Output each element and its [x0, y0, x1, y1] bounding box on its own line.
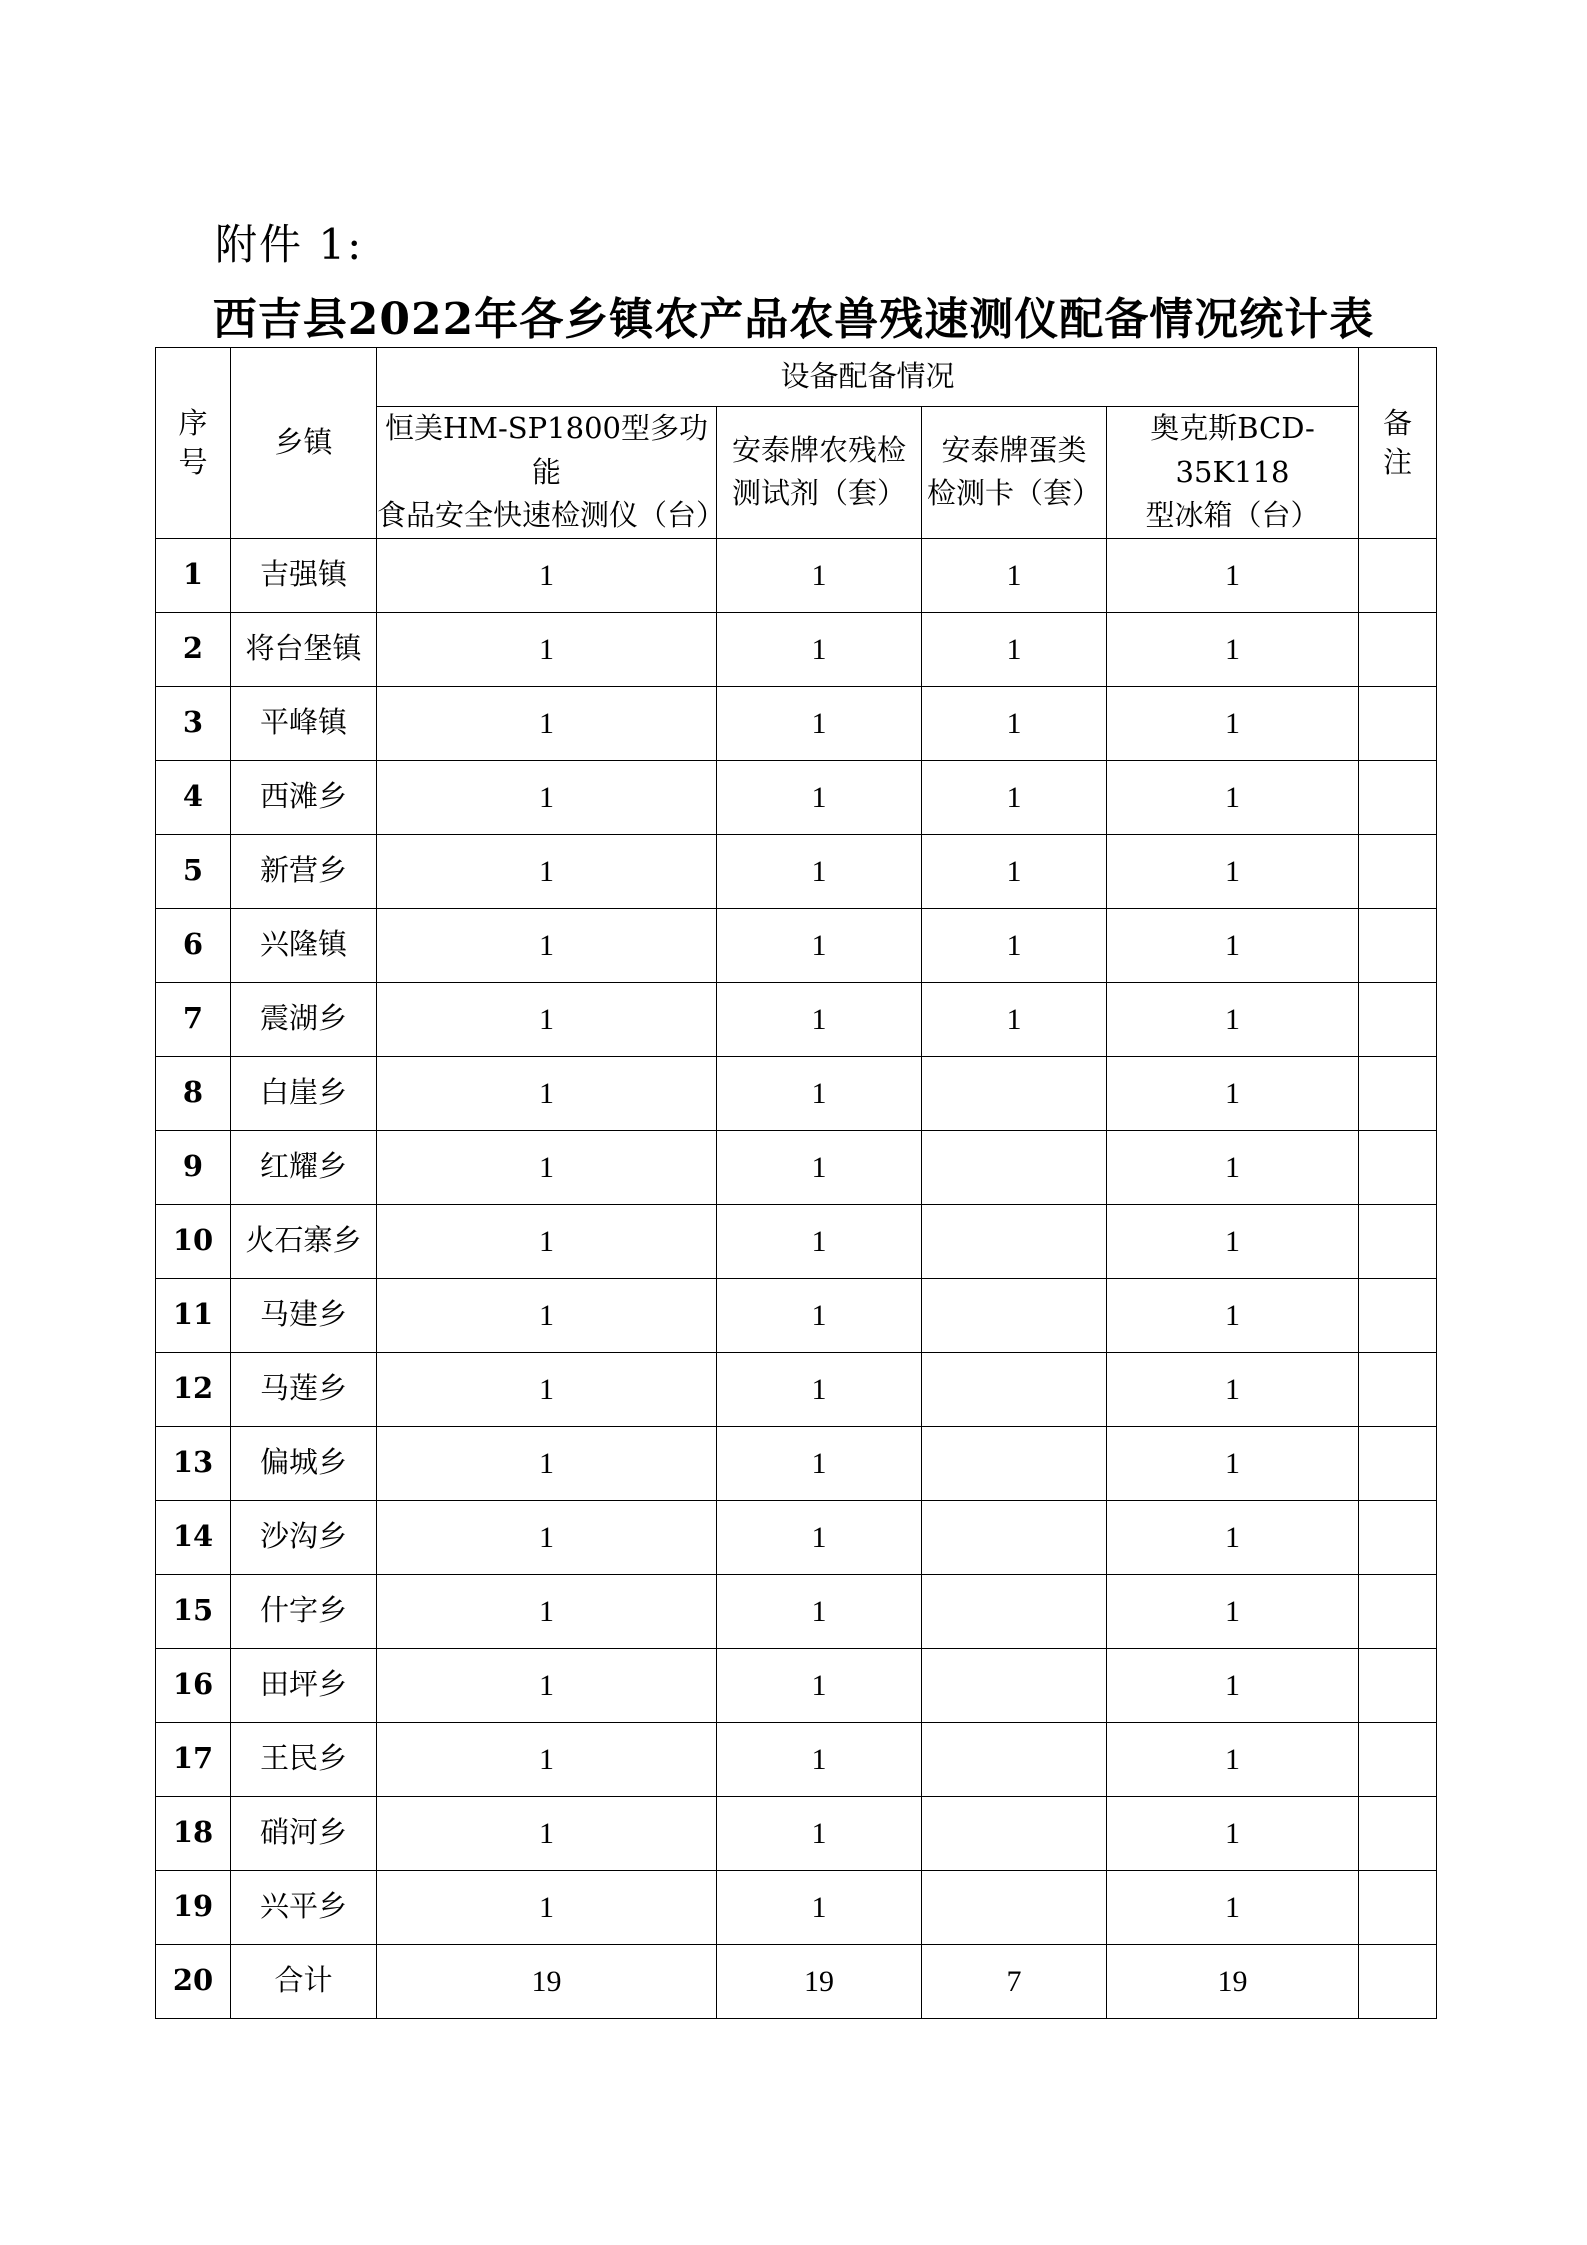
- header-col-fridge-line1: 奥克斯BCD-35K118: [1150, 411, 1315, 489]
- township-name: 偏城乡: [231, 1426, 377, 1500]
- row-number: 7: [156, 982, 231, 1056]
- fridge-count: 1: [1107, 1500, 1359, 1574]
- township-name: 新营乡: [231, 834, 377, 908]
- row-number: 18: [156, 1796, 231, 1870]
- header-col-reagent-line1: 安泰牌农残检: [731, 432, 906, 467]
- detector-count: 1: [377, 1796, 717, 1870]
- header-col-detector-line1: 恒美HM-SP1800型多功能: [385, 411, 708, 489]
- egg-card-count: [922, 1574, 1107, 1648]
- remark-cell: [1359, 908, 1437, 982]
- row-number: 12: [156, 1352, 231, 1426]
- detector-count: 1: [377, 1426, 717, 1500]
- header-township: 乡镇: [231, 348, 377, 539]
- egg-card-count: [922, 1426, 1107, 1500]
- reagent-count: 1: [717, 1722, 922, 1796]
- reagent-count: 1: [717, 686, 922, 760]
- remark-cell: [1359, 1426, 1437, 1500]
- header-col-detector: [377, 407, 726, 539]
- township-name: 西滩乡: [231, 760, 377, 834]
- header-remarks: [1359, 348, 1437, 539]
- detector-count: 1: [377, 1500, 717, 1574]
- egg-card-count: 1: [922, 982, 1107, 1056]
- township-name: 震湖乡: [231, 982, 377, 1056]
- detector-count: 1: [377, 1278, 717, 1352]
- header-col-egg-card-line2: 检测卡（套）: [926, 476, 1101, 511]
- header-no: [156, 348, 231, 539]
- detector-count: 1: [377, 1352, 717, 1426]
- table-row: [156, 1500, 1437, 1574]
- header-col-reagent: [717, 407, 922, 539]
- equipment-table: [155, 347, 1437, 2019]
- row-number: 11: [156, 1278, 231, 1352]
- egg-card-count: 1: [922, 908, 1107, 982]
- row-number: 8: [156, 1056, 231, 1130]
- table-row: [156, 1722, 1437, 1796]
- reagent-count: 1: [717, 1426, 922, 1500]
- row-number: 5: [156, 834, 231, 908]
- detector-count: 1: [377, 612, 717, 686]
- reagent-count: 1: [717, 760, 922, 834]
- township-name: 兴隆镇: [231, 908, 377, 982]
- fridge-count: 1: [1107, 1870, 1359, 1944]
- header-col-fridge-line2: 型冰箱（台）: [1145, 498, 1320, 532]
- detector-count: 1: [377, 1204, 717, 1278]
- detector-count: 1: [377, 982, 717, 1056]
- row-number: 20: [156, 1944, 231, 2018]
- egg-card-count: 1: [922, 760, 1107, 834]
- remark-cell: [1359, 612, 1437, 686]
- table-row: [156, 538, 1437, 612]
- fridge-count: 1: [1107, 538, 1359, 612]
- detector-count: 1: [377, 1870, 717, 1944]
- row-number: 3: [156, 686, 231, 760]
- detector-count: 1: [377, 1648, 717, 1722]
- reagent-count: 19: [717, 1944, 922, 2018]
- egg-card-count: 7: [922, 1944, 1107, 2018]
- row-number: 13: [156, 1426, 231, 1500]
- fridge-count: 1: [1107, 1796, 1359, 1870]
- egg-card-count: [922, 1796, 1107, 1870]
- egg-card-count: 1: [922, 612, 1107, 686]
- table-row: [156, 1130, 1437, 1204]
- detector-count: 1: [377, 1056, 717, 1130]
- township-name: 田坪乡: [231, 1648, 377, 1722]
- table-row: [156, 686, 1437, 760]
- egg-card-count: [922, 1130, 1107, 1204]
- header-col-egg-card: [922, 407, 1107, 539]
- table-row: [156, 1648, 1437, 1722]
- header-col-egg-card-line1: 安泰牌蛋类: [941, 432, 1087, 467]
- egg-card-count: [922, 1500, 1107, 1574]
- header-col-reagent-line2: 测试剂（套）: [731, 476, 906, 511]
- table-row: [156, 760, 1437, 834]
- table-row: [156, 1426, 1437, 1500]
- township-name: 吉强镇: [231, 538, 377, 612]
- township-name: 白崖乡: [231, 1056, 377, 1130]
- reagent-count: 1: [717, 834, 922, 908]
- fridge-count: 1: [1107, 1722, 1359, 1796]
- header-col-fridge: [1107, 407, 1359, 539]
- fridge-count: 1: [1107, 1056, 1359, 1130]
- fridge-count: 1: [1107, 834, 1359, 908]
- township-name: 王民乡: [231, 1722, 377, 1796]
- fridge-count: 1: [1107, 1426, 1359, 1500]
- row-number: 6: [156, 908, 231, 982]
- header-row-1: [156, 348, 1437, 407]
- remark-cell: [1359, 1130, 1437, 1204]
- township-name: 将台堡镇: [231, 612, 377, 686]
- row-number: 15: [156, 1574, 231, 1648]
- township-name: 火石寨乡: [231, 1204, 377, 1278]
- egg-card-count: 1: [922, 834, 1107, 908]
- detector-count: 1: [377, 834, 717, 908]
- table-row: [156, 1574, 1437, 1648]
- detector-count: 1: [377, 1574, 717, 1648]
- table-row: [156, 1278, 1437, 1352]
- remark-cell: [1359, 1648, 1437, 1722]
- remark-cell: [1359, 686, 1437, 760]
- township-name: 兴平乡: [231, 1870, 377, 1944]
- reagent-count: 1: [717, 1204, 922, 1278]
- township-name: 什字乡: [231, 1574, 377, 1648]
- fridge-count: 1: [1107, 1574, 1359, 1648]
- fridge-count: 1: [1107, 1130, 1359, 1204]
- remark-cell: [1359, 834, 1437, 908]
- row-number: 16: [156, 1648, 231, 1722]
- egg-card-count: [922, 1204, 1107, 1278]
- township-name: 合计: [231, 1944, 377, 2018]
- remark-cell: [1359, 1574, 1437, 1648]
- remark-cell: [1359, 1278, 1437, 1352]
- township-name: 红耀乡: [231, 1130, 377, 1204]
- detector-count: 1: [377, 1722, 717, 1796]
- egg-card-count: 1: [922, 538, 1107, 612]
- row-number: 1: [156, 538, 231, 612]
- egg-card-count: [922, 1278, 1107, 1352]
- document-title: 西吉县2022年各乡镇农产品农兽残速测仪配备情况统计表: [212, 294, 1375, 345]
- remark-cell: [1359, 1870, 1437, 1944]
- row-number: 4: [156, 760, 231, 834]
- reagent-count: 1: [717, 1130, 922, 1204]
- row-number: 19: [156, 1870, 231, 1944]
- reagent-count: 1: [717, 1648, 922, 1722]
- remark-cell: [1359, 760, 1437, 834]
- table-row: [156, 1944, 1437, 2018]
- township-name: 平峰镇: [231, 686, 377, 760]
- table-row: [156, 908, 1437, 982]
- fridge-count: 1: [1107, 1648, 1359, 1722]
- table-row: [156, 1870, 1437, 1944]
- row-number: 14: [156, 1500, 231, 1574]
- reagent-count: 1: [717, 1796, 922, 1870]
- remark-cell: [1359, 1500, 1437, 1574]
- detector-count: 19: [377, 1944, 717, 2018]
- egg-card-count: [922, 1648, 1107, 1722]
- reagent-count: 1: [717, 908, 922, 982]
- attachment-label: 附件 1:: [215, 220, 364, 269]
- fridge-count: 19: [1107, 1944, 1359, 2018]
- fridge-count: 1: [1107, 1352, 1359, 1426]
- fridge-count: 1: [1107, 1204, 1359, 1278]
- header-remarks-line2: 注: [1383, 444, 1413, 479]
- detector-count: 1: [377, 1130, 717, 1204]
- header-col-detector-line2: 食品安全快速检测仪（台）: [377, 498, 726, 532]
- remark-cell: [1359, 1944, 1437, 2018]
- table-row: [156, 612, 1437, 686]
- detector-count: 1: [377, 908, 717, 982]
- table-row: [156, 1056, 1437, 1130]
- remark-cell: [1359, 1204, 1437, 1278]
- detector-count: 1: [377, 686, 717, 760]
- header-remarks-line1: 备: [1383, 405, 1413, 440]
- reagent-count: 1: [717, 1500, 922, 1574]
- egg-card-count: [922, 1722, 1107, 1796]
- egg-card-count: [922, 1870, 1107, 1944]
- reagent-count: 1: [717, 1870, 922, 1944]
- egg-card-count: [922, 1056, 1107, 1130]
- detector-count: 1: [377, 760, 717, 834]
- reagent-count: 1: [717, 1574, 922, 1648]
- remark-cell: [1359, 1796, 1437, 1870]
- township-name: 硝河乡: [231, 1796, 377, 1870]
- row-number: 17: [156, 1722, 231, 1796]
- table-row: [156, 834, 1437, 908]
- header-no-line1: 序: [178, 405, 208, 440]
- row-number: 2: [156, 612, 231, 686]
- fridge-count: 1: [1107, 982, 1359, 1056]
- remark-cell: [1359, 982, 1437, 1056]
- table-row: [156, 982, 1437, 1056]
- fridge-count: 1: [1107, 612, 1359, 686]
- reagent-count: 1: [717, 612, 922, 686]
- table-row: [156, 1204, 1437, 1278]
- fridge-count: 1: [1107, 760, 1359, 834]
- township-name: 马莲乡: [231, 1352, 377, 1426]
- table-row: [156, 1352, 1437, 1426]
- header-no-line2: 号: [178, 444, 208, 479]
- reagent-count: 1: [717, 1352, 922, 1426]
- reagent-count: 1: [717, 538, 922, 612]
- fridge-count: 1: [1107, 1278, 1359, 1352]
- detector-count: 1: [377, 538, 717, 612]
- remark-cell: [1359, 1056, 1437, 1130]
- township-name: 沙沟乡: [231, 1500, 377, 1574]
- remark-cell: [1359, 538, 1437, 612]
- reagent-count: 1: [717, 1056, 922, 1130]
- remark-cell: [1359, 1722, 1437, 1796]
- header-equipment-group: 设备配备情况: [377, 348, 1359, 407]
- fridge-count: 1: [1107, 908, 1359, 982]
- reagent-count: 1: [717, 1278, 922, 1352]
- table-row: [156, 1796, 1437, 1870]
- reagent-count: 1: [717, 982, 922, 1056]
- fridge-count: 1: [1107, 686, 1359, 760]
- row-number: 9: [156, 1130, 231, 1204]
- row-number: 10: [156, 1204, 231, 1278]
- remark-cell: [1359, 1352, 1437, 1426]
- egg-card-count: 1: [922, 686, 1107, 760]
- egg-card-count: [922, 1352, 1107, 1426]
- township-name: 马建乡: [231, 1278, 377, 1352]
